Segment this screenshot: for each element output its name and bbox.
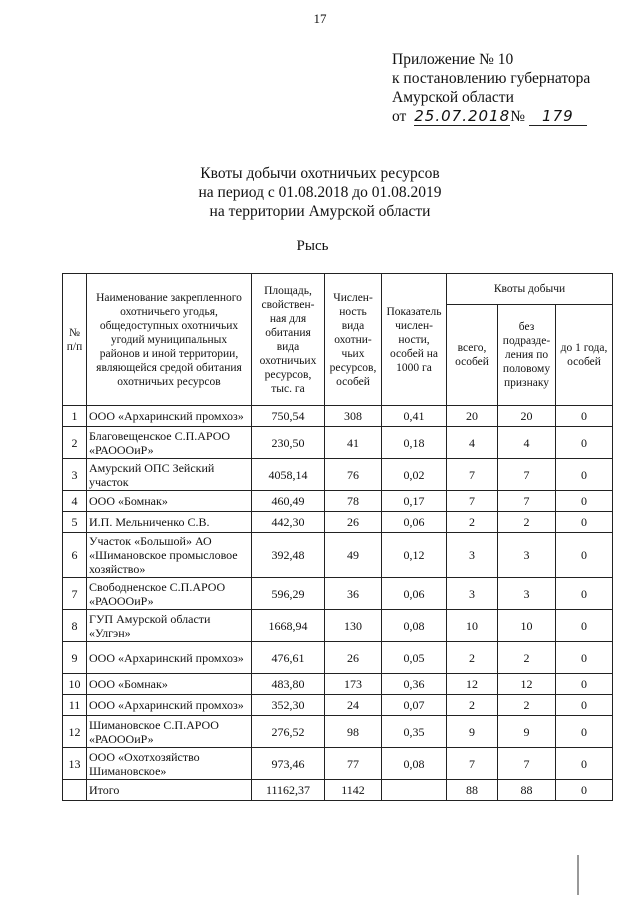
- cell-n: 11: [63, 695, 87, 716]
- cell-area: 352,30: [252, 695, 325, 716]
- header-num: № п/п: [63, 274, 87, 406]
- cell-n: 13: [63, 748, 87, 780]
- cell-under1: 0: [556, 642, 613, 674]
- cell-area: 476,61: [252, 642, 325, 674]
- cell-total: 10: [447, 610, 498, 642]
- cell-n: 7: [63, 578, 87, 610]
- table-row: [63, 459, 613, 491]
- cell-n: 3: [63, 459, 87, 491]
- cell-total: 20: [447, 406, 498, 427]
- cell-total: 7: [447, 459, 498, 491]
- total-cell-label: Итого: [87, 780, 252, 801]
- cell-under1: 0: [556, 748, 613, 780]
- cell-count: 77: [325, 748, 382, 780]
- cell-n: 8: [63, 610, 87, 642]
- cell-count: 98: [325, 716, 382, 748]
- cell-area: 392,48: [252, 533, 325, 578]
- table-row: [63, 406, 613, 427]
- cell-count: 78: [325, 491, 382, 512]
- header-area: Площадь, свойствен-ная для обитания вида охотничьих ресурсов, тыс. га: [252, 274, 325, 406]
- title-line-3: на территории Амурской области: [209, 203, 431, 220]
- appendix-region: Амурской области: [392, 89, 514, 106]
- total-cell-density: [382, 780, 447, 801]
- total-cell-empty: [63, 780, 87, 801]
- cell-density: 0,08: [382, 610, 447, 642]
- cell-nodiv: 20: [498, 406, 556, 427]
- header-nodiv: без подразде-ления по половому признаку: [498, 305, 556, 406]
- cell-total: 7: [447, 748, 498, 780]
- cell-nodiv: 7: [498, 459, 556, 491]
- cell-count: 36: [325, 578, 382, 610]
- total-cell-nodiv: 88: [498, 780, 556, 801]
- cell-density: 0,41: [382, 406, 447, 427]
- cell-count: 26: [325, 642, 382, 674]
- document-title: [0, 164, 640, 221]
- cell-n: 6: [63, 533, 87, 578]
- cell-under1: 0: [556, 610, 613, 642]
- total-cell-total: 88: [447, 780, 498, 801]
- cell-count: 308: [325, 406, 382, 427]
- cell-n: 2: [63, 427, 87, 459]
- cell-total: 2: [447, 695, 498, 716]
- cell-nodiv: 3: [498, 533, 556, 578]
- table-row: [63, 610, 613, 642]
- cell-name: ООО «Архаринский промхоз»: [87, 642, 252, 674]
- header-density: Показатель числен-ности, особей на 1000 га: [382, 274, 447, 406]
- table-row: [63, 748, 613, 780]
- total-cell-under1: 0: [556, 780, 613, 801]
- cell-nodiv: 2: [498, 695, 556, 716]
- cell-name: Свободненское С.П.АРОО «РАОООиР»: [87, 578, 252, 610]
- table-row: [63, 642, 613, 674]
- cell-count: 26: [325, 512, 382, 533]
- cell-under1: 0: [556, 406, 613, 427]
- table-row: [63, 512, 613, 533]
- cell-n: 12: [63, 716, 87, 748]
- cell-total: 2: [447, 512, 498, 533]
- cell-count: 41: [325, 427, 382, 459]
- cell-count: 130: [325, 610, 382, 642]
- appendix-date-line: [392, 107, 590, 126]
- cell-name: ООО «Архаринский промхоз»: [87, 406, 252, 427]
- cell-count: 24: [325, 695, 382, 716]
- cell-n: 9: [63, 642, 87, 674]
- cell-n: 4: [63, 491, 87, 512]
- cell-nodiv: 7: [498, 748, 556, 780]
- handwritten-date: 25.07.2018: [414, 107, 511, 125]
- header-name: Наименование закрепленного охотничьего угодья, общедоступных охотничьих угодий муниципальных районов и иной территории, являющейся средой обитания охотничьих ресурсов: [87, 274, 252, 406]
- cell-area: 973,46: [252, 748, 325, 780]
- cell-under1: 0: [556, 512, 613, 533]
- cell-n: 10: [63, 674, 87, 695]
- quota-table: [62, 273, 613, 801]
- cell-nodiv: 2: [498, 642, 556, 674]
- cell-under1: 0: [556, 716, 613, 748]
- cell-nodiv: 12: [498, 674, 556, 695]
- table-row: [63, 674, 613, 695]
- cell-total: 2: [447, 642, 498, 674]
- appendix-decree: к постановлению губернатора: [392, 70, 591, 87]
- handwritten-number: 179: [542, 107, 574, 125]
- cell-count: 49: [325, 533, 382, 578]
- cell-area: 230,50: [252, 427, 325, 459]
- appendix-block: [392, 50, 590, 126]
- cell-area: 750,54: [252, 406, 325, 427]
- cell-area: 596,29: [252, 578, 325, 610]
- cell-density: 0,05: [382, 642, 447, 674]
- table-row: [63, 533, 613, 578]
- cell-area: 4058,14: [252, 459, 325, 491]
- cell-total: 12: [447, 674, 498, 695]
- date-prefix: от: [392, 108, 407, 125]
- header-total: всего, особей: [447, 305, 498, 406]
- cell-count: 173: [325, 674, 382, 695]
- cell-name: Шимановское С.П.АРОО «РАОООиР»: [87, 716, 252, 748]
- total-cell-area: 11162,37: [252, 780, 325, 801]
- table-row: [63, 716, 613, 748]
- cell-density: 0,02: [382, 459, 447, 491]
- cell-density: 0,06: [382, 512, 447, 533]
- table-row: [63, 491, 613, 512]
- page-number: 17: [313, 11, 327, 26]
- cell-total: 3: [447, 533, 498, 578]
- cell-name: ГУП Амурской области «Улгэн»: [87, 610, 252, 642]
- cell-density: 0,35: [382, 716, 447, 748]
- cell-area: 442,30: [252, 512, 325, 533]
- cell-n: 5: [63, 512, 87, 533]
- cell-total: 7: [447, 491, 498, 512]
- cell-nodiv: 10: [498, 610, 556, 642]
- cell-nodiv: 4: [498, 427, 556, 459]
- cell-name: ООО «Бомнак»: [87, 674, 252, 695]
- cell-under1: 0: [556, 491, 613, 512]
- cell-total: 3: [447, 578, 498, 610]
- cell-name: ООО «Бомнак»: [87, 491, 252, 512]
- title-line-1: Квоты добычи охотничьих ресурсов: [200, 165, 440, 182]
- cell-total: 9: [447, 716, 498, 748]
- cell-under1: 0: [556, 533, 613, 578]
- cell-area: 483,80: [252, 674, 325, 695]
- cell-nodiv: 2: [498, 512, 556, 533]
- cell-name: ООО «Архаринский промхоз»: [87, 695, 252, 716]
- cell-count: 76: [325, 459, 382, 491]
- cell-area: 276,52: [252, 716, 325, 748]
- cell-total: 4: [447, 427, 498, 459]
- cell-under1: 0: [556, 695, 613, 716]
- title-line-2: на период с 01.08.2018 до 01.08.2019: [198, 184, 442, 201]
- cell-density: 0,06: [382, 578, 447, 610]
- cell-nodiv: 9: [498, 716, 556, 748]
- total-cell-count: 1142: [325, 780, 382, 801]
- cell-under1: 0: [556, 578, 613, 610]
- cell-nodiv: 3: [498, 578, 556, 610]
- header-count: Числен-ность вида охотни-чьих ресурсов, особей: [325, 274, 382, 406]
- cell-name: Участок «Большой» АО «Шимановское промысловое хозяйство»: [87, 533, 252, 578]
- cell-density: 0,36: [382, 674, 447, 695]
- cell-name: ООО «Охотхозяйство Шимановское»: [87, 748, 252, 780]
- margin-mark: [577, 855, 579, 895]
- cell-name: И.П. Мельниченко С.В.: [87, 512, 252, 533]
- table-row: [63, 695, 613, 716]
- cell-under1: 0: [556, 459, 613, 491]
- cell-density: 0,08: [382, 748, 447, 780]
- cell-area: 460,49: [252, 491, 325, 512]
- table-row: [63, 427, 613, 459]
- cell-nodiv: 7: [498, 491, 556, 512]
- cell-density: 0,17: [382, 491, 447, 512]
- cell-density: 0,07: [382, 695, 447, 716]
- header-quota: Квоты добычи: [447, 274, 613, 305]
- number-prefix: №: [510, 108, 525, 125]
- total-row: [63, 780, 613, 801]
- header-under1: до 1 года, особей: [556, 305, 613, 406]
- cell-under1: 0: [556, 674, 613, 695]
- cell-name: Благовещенское С.П.АРОО «РАОООиР»: [87, 427, 252, 459]
- cell-density: 0,12: [382, 533, 447, 578]
- table-row: [63, 578, 613, 610]
- appendix-title: Приложение № 10: [392, 51, 514, 68]
- cell-name: Амурский ОПС Зейский участок: [87, 459, 252, 491]
- cell-n: 1: [63, 406, 87, 427]
- cell-area: 1668,94: [252, 610, 325, 642]
- species-heading: Рысь: [296, 238, 329, 254]
- cell-density: 0,18: [382, 427, 447, 459]
- cell-under1: 0: [556, 427, 613, 459]
